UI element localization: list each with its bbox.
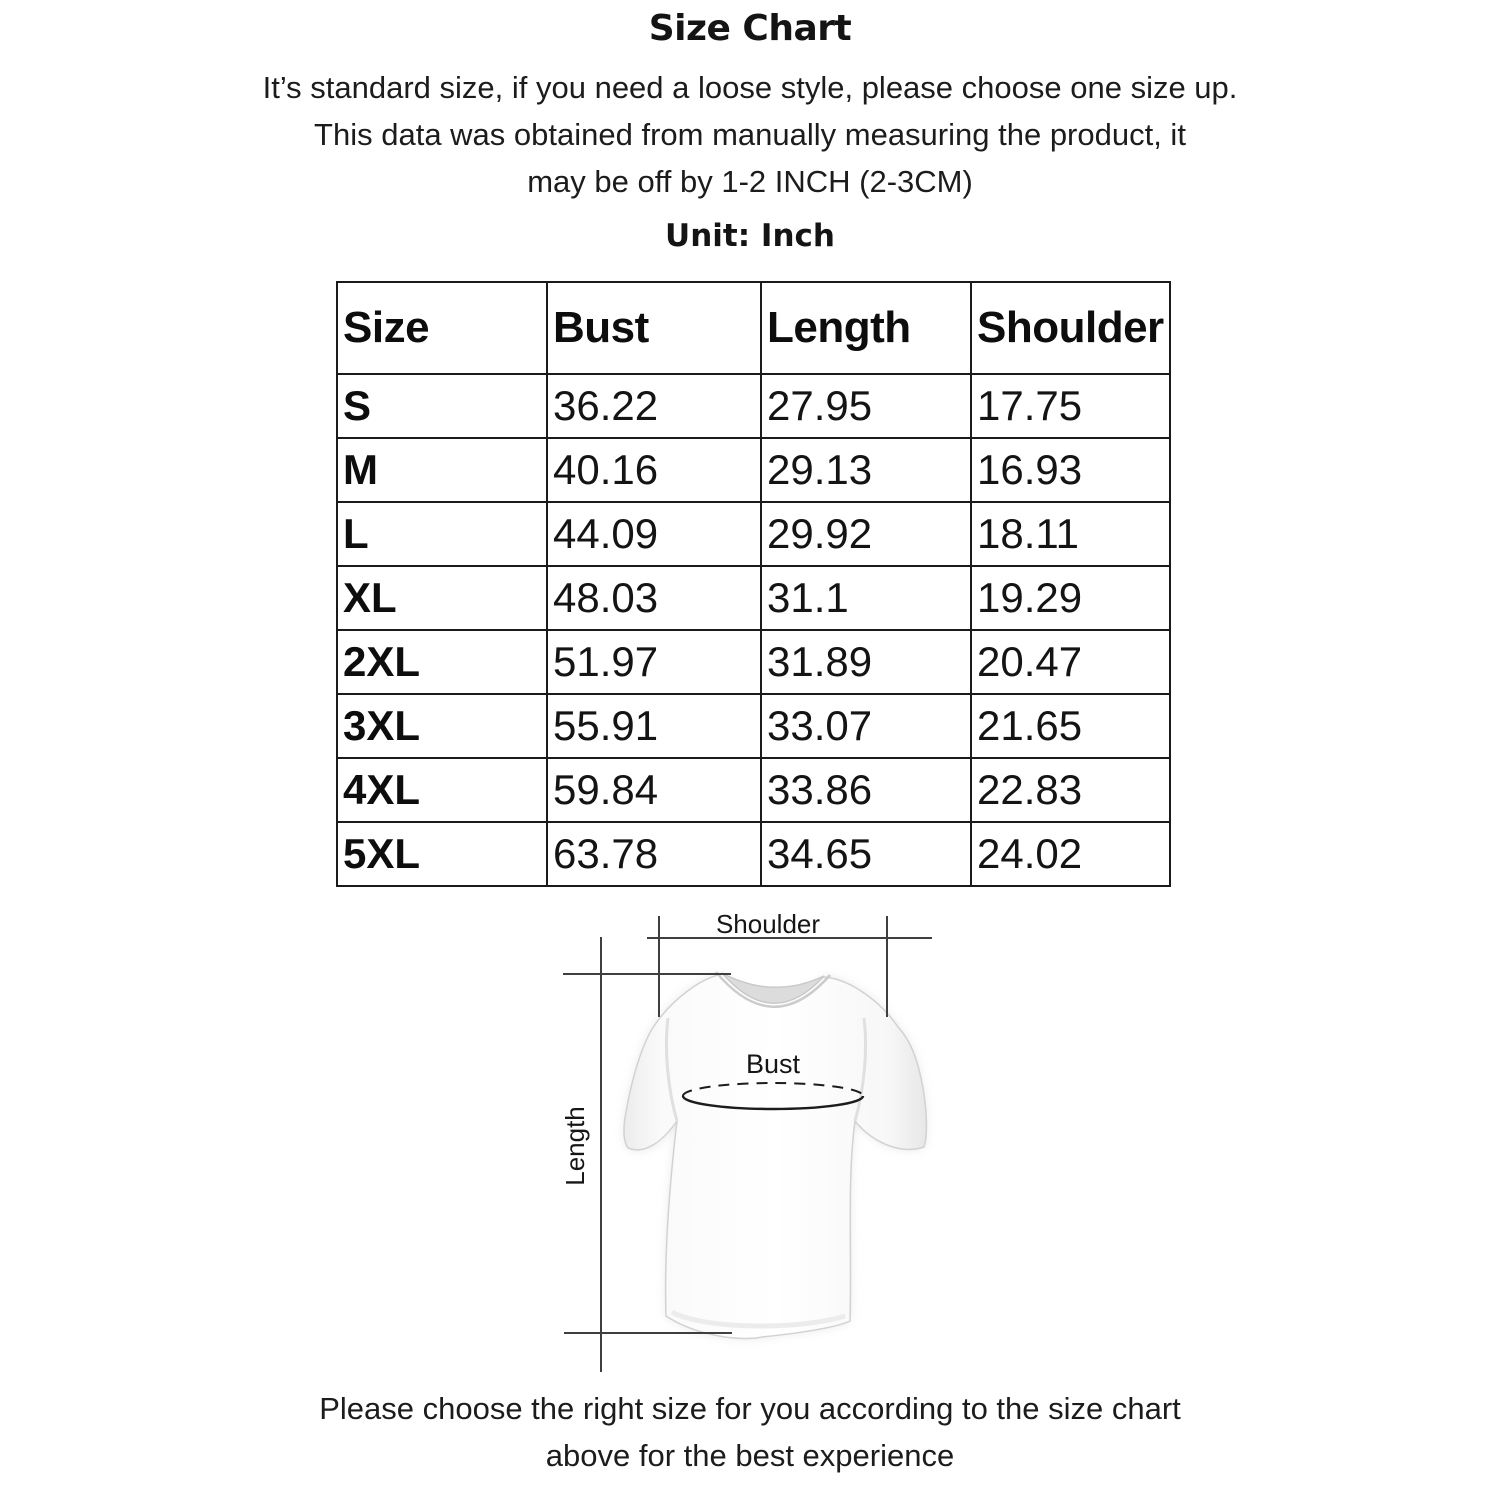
shoulder-cell: 22.83 xyxy=(971,758,1170,822)
bust-cell: 59.84 xyxy=(547,758,761,822)
table-row xyxy=(337,438,1170,502)
table-row xyxy=(337,694,1170,758)
unit-label: Unit: Inch xyxy=(665,218,835,254)
intro-line: This data was obtained from manually measuring the product, it xyxy=(314,117,1186,152)
page-title: Size Chart xyxy=(648,8,852,49)
bust-cell: 63.78 xyxy=(547,822,761,886)
bust-cell: 55.91 xyxy=(547,694,761,758)
intro-line: It’s standard size, if you need a loose style, please choose one size up. xyxy=(262,70,1238,105)
size-cell: 5XL xyxy=(337,822,547,886)
length-cell: 29.13 xyxy=(761,438,971,502)
length-cell: 31.89 xyxy=(761,630,971,694)
shoulder-cell: 19.29 xyxy=(971,566,1170,630)
size-cell: M xyxy=(337,438,547,502)
length-cell: 31.1 xyxy=(761,566,971,630)
bust-cell: 40.16 xyxy=(547,438,761,502)
length-cell: 34.65 xyxy=(761,822,971,886)
shoulder-cell: 21.65 xyxy=(971,694,1170,758)
shoulder-measure-label: Shoulder xyxy=(715,909,821,939)
col-header-length: Length xyxy=(761,282,971,374)
intro-text xyxy=(0,64,1500,205)
table-row xyxy=(337,630,1170,694)
size-cell: 2XL xyxy=(337,630,547,694)
length-cell: 33.07 xyxy=(761,694,971,758)
col-header-shoulder: Shoulder xyxy=(971,282,1170,374)
footer-text xyxy=(0,1385,1500,1479)
bust-cell: 36.22 xyxy=(547,374,761,438)
shoulder-cell: 17.75 xyxy=(971,374,1170,438)
shoulder-cell: 24.02 xyxy=(971,822,1170,886)
table-row xyxy=(337,502,1170,566)
bust-cell: 51.97 xyxy=(547,630,761,694)
tshirt-measure-diagram xyxy=(540,895,960,1385)
length-cell: 29.92 xyxy=(761,502,971,566)
length-cell: 33.86 xyxy=(761,758,971,822)
size-cell: S xyxy=(337,374,547,438)
shoulder-cell: 18.11 xyxy=(971,502,1170,566)
tshirt-body xyxy=(624,974,926,1339)
table-header-row xyxy=(337,282,1170,374)
size-cell: XL xyxy=(337,566,547,630)
bust-measure-label: Bust xyxy=(745,1049,801,1079)
bust-cell: 48.03 xyxy=(547,566,761,630)
table-row xyxy=(337,566,1170,630)
col-header-size: Size xyxy=(337,282,547,374)
footer-line: above for the best experience xyxy=(545,1438,955,1473)
table-row xyxy=(337,758,1170,822)
length-measure-label: Length xyxy=(560,1106,590,1186)
shoulder-cell: 20.47 xyxy=(971,630,1170,694)
length-cell: 27.95 xyxy=(761,374,971,438)
size-cell: 4XL xyxy=(337,758,547,822)
col-header-bust: Bust xyxy=(547,282,761,374)
table-row xyxy=(337,374,1170,438)
table-row xyxy=(337,822,1170,886)
size-cell: 3XL xyxy=(337,694,547,758)
size-table xyxy=(336,281,1171,887)
intro-line: may be off by 1-2 INCH (2-3CM) xyxy=(527,164,973,199)
shoulder-cell: 16.93 xyxy=(971,438,1170,502)
size-cell: L xyxy=(337,502,547,566)
bust-cell: 44.09 xyxy=(547,502,761,566)
footer-line: Please choose the right size for you according to the size chart xyxy=(319,1391,1181,1426)
